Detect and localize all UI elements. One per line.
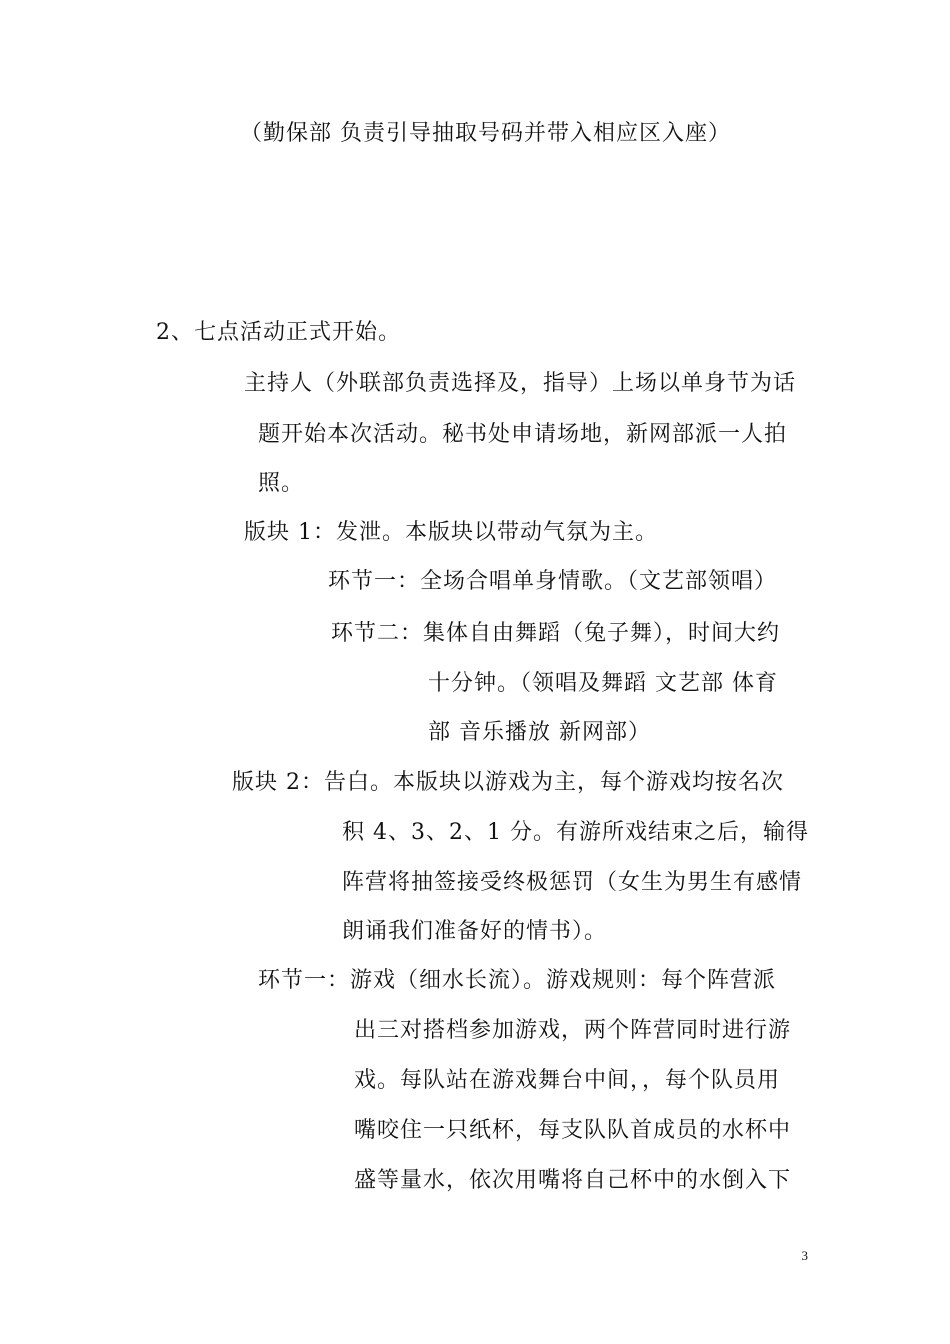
text-line-15: 环节一：游戏（细水长流）。游戏规则：每个阵营派 (258, 968, 777, 993)
text-line-11: 版块 2：告白。本版块以游戏为主，每个游戏均按名次 (232, 770, 784, 795)
text-line-5: 照。 (258, 471, 305, 496)
text-line-6: 版块 1：发泄。本版块以带动气氛为主。 (244, 520, 658, 545)
text-line-19: 盛等量水，依次用嘴将自己杯中的水倒入下 (354, 1168, 792, 1193)
text-line-10: 部 音乐播放 新网部） (428, 720, 651, 745)
text-line-4: 题开始本次活动。秘书处申请场地，新网部派一人拍 (258, 422, 788, 447)
text-line-12: 积 4、3、2、1 分。有游所戏结束之后，输得 (342, 820, 809, 845)
text-line-3: 主持人（外联部负责选择及，指导）上场以单身节为话 (244, 371, 797, 396)
text-line-13: 阵营将抽签接受终极惩罚（女生为男生有感情 (342, 870, 803, 895)
text-line-7: 环节一：全场合唱单身情歌。（文艺部领唱） (328, 569, 778, 594)
text-line-1: （勤保部 负责引导抽取号码并带入相应区入座） (240, 121, 731, 146)
text-line-18: 嘴咬住一只纸杯，每支队队首成员的水杯中 (354, 1118, 792, 1143)
text-line-8: 环节二：集体自由舞蹈（兔子舞），时间大约 (331, 621, 781, 646)
text-line-2: 2、七点活动正式开始。 (156, 320, 401, 345)
text-line-16: 出三对搭档参加游戏，两个阵营同时进行游 (354, 1018, 792, 1043)
text-line-17: 戏。每队站在游戏舞台中间，，每个队员用 (354, 1068, 781, 1093)
text-line-14: 朗诵我们准备好的情书）。 (342, 919, 608, 944)
page-number: 3 (801, 1248, 808, 1263)
text-line-9: 十分钟。（领唱及舞蹈 文艺部 体育 (428, 671, 778, 696)
